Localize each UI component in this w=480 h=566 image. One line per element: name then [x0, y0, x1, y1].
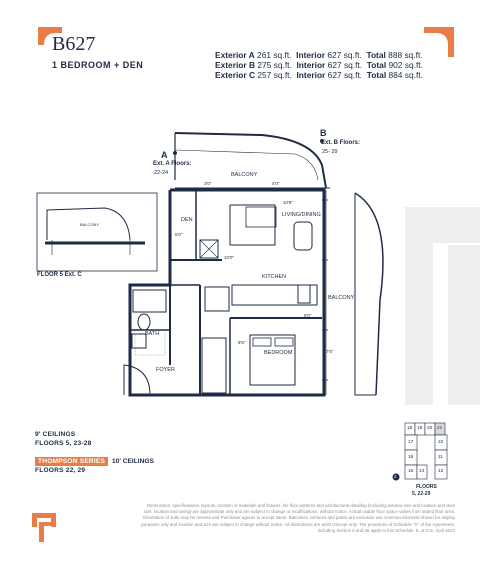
int-label: Interior — [296, 60, 326, 70]
bedroom-label: BEDROOM — [264, 350, 293, 356]
int-value: 627 sq.ft. — [327, 60, 363, 70]
series-ceiling: 10' CEILINGS — [112, 458, 154, 465]
total-label: Total — [366, 70, 387, 80]
dim-label: 10'8" — [283, 200, 293, 205]
int-label: Interior — [296, 70, 326, 80]
ext-label: Exterior B — [215, 60, 256, 70]
key-marker: 2 — [394, 474, 397, 479]
key-unit: 11 — [438, 455, 443, 460]
unit-type: 1 BEDROOM + DEN — [52, 60, 144, 70]
ext-b-floors: 25- 29 — [322, 149, 338, 155]
key-unit: 17 — [408, 440, 414, 445]
int-label: Interior — [296, 50, 326, 60]
key-caption-2: 5, 22-29 — [412, 491, 431, 497]
dim-label: 8'6" — [238, 340, 246, 345]
dim-label: 4'0" — [272, 181, 280, 186]
key-caption-1: FLOORS — [416, 484, 437, 490]
dim-label: 7'6" — [326, 349, 334, 354]
dim-label: 10'0" — [224, 255, 234, 260]
ext-a-floors: 22-24 — [154, 170, 169, 176]
series-tag: THOMPSON SERIES — [35, 457, 108, 466]
key-unit: 15 — [408, 469, 414, 474]
total-value: 902 sq.ft. — [388, 60, 423, 70]
living-dining-label: LIVING/DINING — [282, 212, 321, 218]
ext-b-label: Ext. B Floors: — [321, 140, 361, 146]
key-unit: 16 — [408, 455, 414, 460]
key-unit: 14 — [419, 469, 425, 474]
balcony-top-label: BALCONY — [231, 172, 258, 178]
marker-b: B — [320, 128, 327, 138]
kitchen-label: KITCHEN — [262, 274, 287, 280]
key-unit: 19 — [417, 426, 423, 431]
key-unit: 22 — [438, 440, 444, 445]
bath-label: BATH — [145, 331, 160, 337]
int-value: 627 sq.ft. — [327, 50, 362, 60]
total-value: 888 sq.ft. — [388, 50, 423, 60]
dim-label: 5'0" — [175, 232, 183, 237]
balcony-right-label: BALCONY — [328, 295, 355, 301]
ext-value: 261 sq.ft. — [257, 50, 292, 60]
key-unit: 20 — [427, 426, 433, 431]
inset-balcony-label: BALCONY — [80, 222, 100, 227]
ext-label: Exterior C — [215, 70, 256, 80]
ext-label: Exterior A — [215, 50, 255, 60]
ext-value: 275 sq.ft. — [257, 60, 292, 70]
ceiling-line-1: 9' CEILINGS — [35, 431, 76, 438]
key-unit: 21 — [437, 426, 443, 431]
ext-value: 257 sq.ft. — [257, 70, 292, 80]
key-unit: 12 — [438, 469, 444, 474]
ceiling-floors-2: FLOORS 22, 29 — [35, 467, 86, 474]
int-value: 627 sq.ft. — [327, 70, 363, 80]
disclaimer: Dimensions, specifications, layouts, location of materials and fixtures, tile floor patterns and architectural detailing (including window size and location and door size, location and swing) are approximate only and are subject to change or modifications, without notice. Actual usable floor space varies from stated floor area. Orientation of suite may be reverse and Purchaser agrees to accept same. Balconies, terraces and patios are exclusive use common elements shown for display purposes only and location and size are subject to change without notice. All illustrations are artist concept only. The provisions of Schedule "X" of the Agreement, including Section 6 and 38 apply to this Schedule. E. & O.E. April 2024 — [141, 503, 455, 533]
inset-caption: FLOOR 5 Ext. C — [37, 272, 82, 278]
marker-a: A — [161, 150, 168, 160]
dim-label: 3'0" — [204, 181, 212, 186]
foyer-label: FOYER — [156, 367, 175, 373]
ext-a-label: Ext. A Floors: — [153, 161, 192, 167]
den-label: DEN — [181, 217, 193, 223]
unit-code: B627 — [52, 33, 96, 55]
total-label: Total — [366, 50, 386, 60]
total-label: Total — [366, 60, 387, 70]
key-unit: 18 — [407, 426, 413, 431]
total-value: 884 sq.ft. — [388, 70, 423, 80]
ceiling-floors-1: FLOORS 5, 23-28 — [35, 440, 92, 447]
dim-label: 9'0" — [304, 313, 312, 318]
